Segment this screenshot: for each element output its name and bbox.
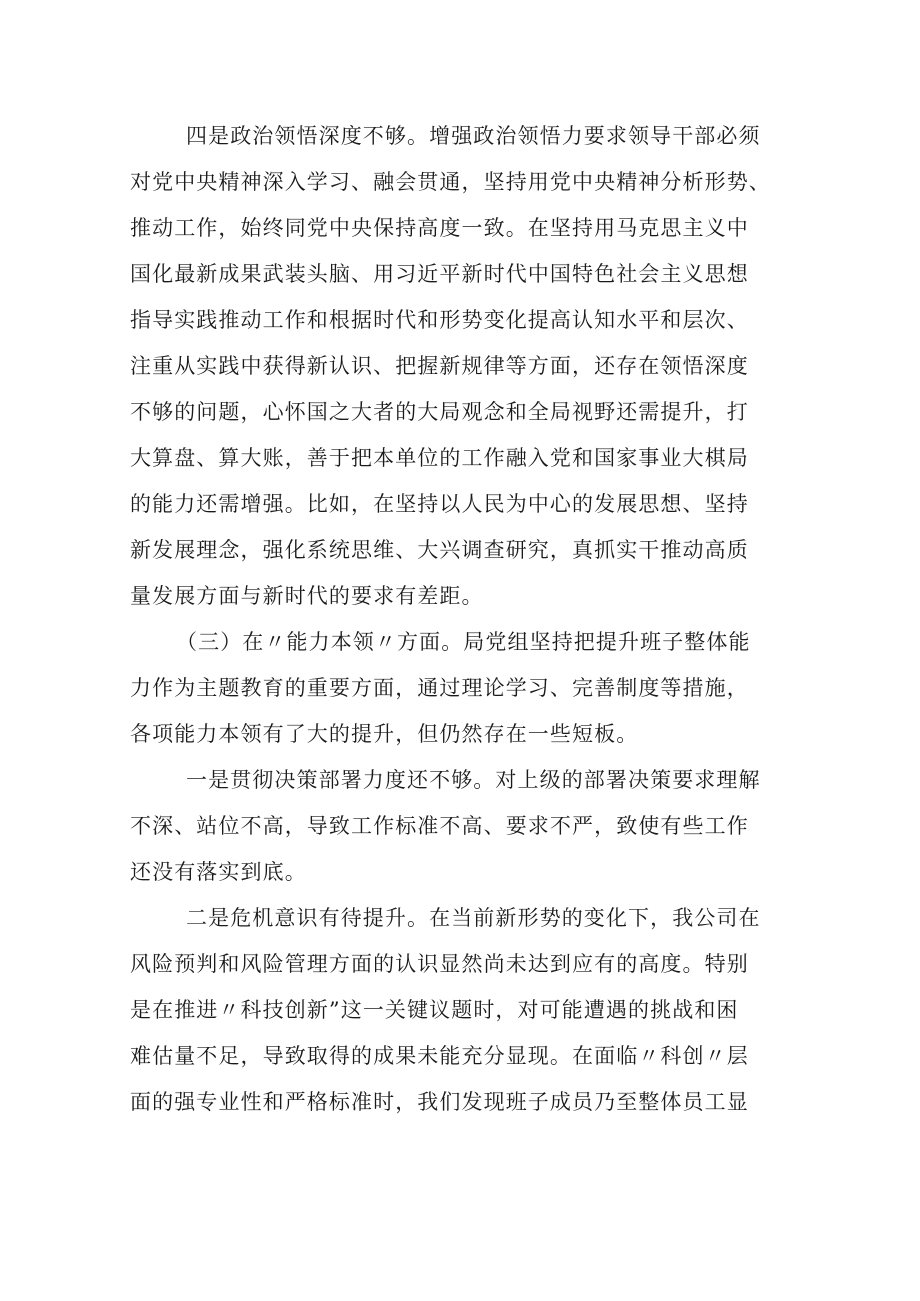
text-line: 还没有落实到底。 — [130, 860, 307, 884]
text-line: 难估量不足，导致取得的成果未能充分显现。在面临〃科创〃层 — [130, 1044, 749, 1068]
text-line: 注重从实践中获得新认识、把握新规律等方面，还存在领悟深度 — [130, 354, 749, 378]
paragraph-two-crisis-awareness — [130, 899, 800, 1121]
text-line: 指导实践推动工作和根据时代和形势变化提高认知水平和层次、 — [130, 308, 749, 332]
text-line: 量发展方面与新时代的要求有差距。 — [130, 584, 484, 608]
text-line: 不够的问题，心怀国之大者的大局观念和全局视野还需提升，打 — [130, 400, 749, 424]
text-line: 不深、站位不高，导致工作标准不高、要求不严，致使有些工作 — [130, 814, 749, 838]
text-line: 国化最新成果武装头脑、用习近平新时代中国特色社会主义思想 — [130, 262, 749, 286]
text-line: 大算盘、算大账，善于把本单位的工作融入党和国家事业大棋局 — [130, 446, 749, 470]
paragraph-four-political-insight — [130, 117, 800, 615]
section-heading-line: （三）在〃能力本领〃方面。局党组坚持把提升班子整体能 — [176, 630, 751, 654]
paragraph-section-three-ability — [130, 623, 800, 753]
text-line: 面的强专业性和严格标准时，我们发现班子成员乃至整体员工显 — [130, 1090, 749, 1114]
text-line: 是在推进〃科技创新”这一关键议题时，对可能遭遇的挑战和困 — [130, 998, 739, 1022]
text-line: 风险预判和风险管理方面的认识显然尚未达到应有的高度。特别 — [130, 952, 749, 976]
text-line: 各项能力本领有了大的提升，但仍然存在一些短板。 — [130, 722, 639, 746]
text-line: 四是政治领悟深度不够。增强政治领悟力要求领导干部必须 — [186, 124, 761, 148]
text-line: 力作为主题教育的重要方面，通过理论学习、完善制度等措施， — [130, 676, 749, 700]
document-body — [130, 117, 800, 1129]
paragraph-one-implementation — [130, 761, 800, 891]
text-line: 一是贯彻决策部署力度还不够。对上级的部署决策要求理解 — [186, 768, 761, 792]
text-line: 的能力还需增强。比如，在坚持以人民为中心的发展思想、坚持 — [130, 492, 749, 516]
text-line: 对党中央精神深入学习、融会贯通，坚持用党中央精神分析形势、 — [130, 170, 771, 194]
text-line: 二是危机意识有待提升。在当前新形势的变化下，我公司在 — [186, 906, 761, 930]
text-line: 新发展理念，强化系统思维、大兴调查研究，真抓实干推动高质 — [130, 538, 749, 562]
text-line: 推动工作，始终同党中央保持高度一致。在坚持用马克思主义中 — [130, 216, 749, 240]
